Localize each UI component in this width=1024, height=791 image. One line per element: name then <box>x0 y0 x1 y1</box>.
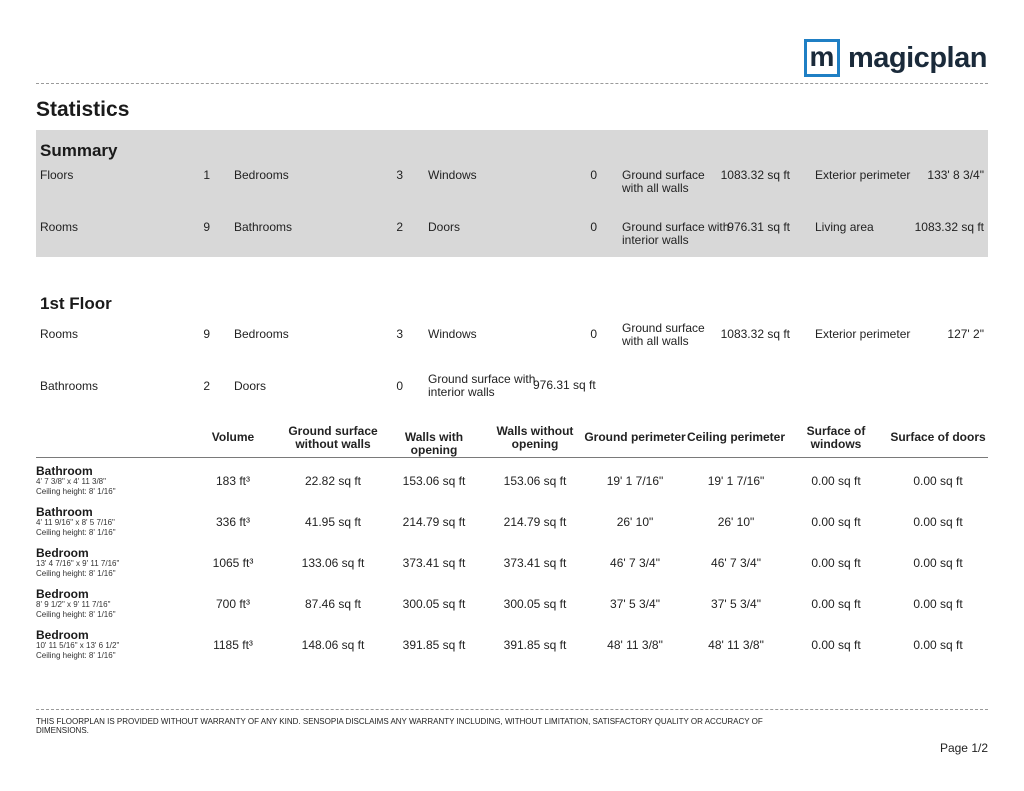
table-cell: 41.95 sq ft <box>304 515 362 529</box>
summary-label: Ground surface with interior walls <box>622 220 730 247</box>
column-header: Ceiling perimeter <box>686 430 786 444</box>
room-name: Bedroom <box>36 587 89 601</box>
room-ceiling-height: Ceiling height: 8' 1/16" <box>36 569 116 578</box>
table-cell: 0.00 sq ft <box>913 638 963 652</box>
table-cell: 214.79 sq ft <box>402 515 466 529</box>
table-cell: 0.00 sq ft <box>913 556 963 570</box>
page-number: Page 1/2 <box>939 741 988 755</box>
logo-icon: m <box>804 39 840 77</box>
floor-label: Windows <box>428 327 477 341</box>
table-cell: 0.00 sq ft <box>811 556 861 570</box>
floor-label: Rooms <box>40 327 79 341</box>
table-cell: 0.00 sq ft <box>913 597 963 611</box>
table-cell: 19' 1 7/16" <box>606 474 664 488</box>
table-cell: 46' 7 3/4" <box>711 556 761 570</box>
floor-title: 1st Floor <box>40 294 112 313</box>
column-header: Walls with opening <box>404 430 464 457</box>
room-ceiling-height: Ceiling height: 8' 1/16" <box>36 651 116 660</box>
page-title: Statistics <box>36 98 130 121</box>
summary-value: 1083.32 sq ft <box>914 220 984 234</box>
column-header: Surface of doors <box>890 430 986 444</box>
summary-label: Windows <box>428 168 477 182</box>
room-dimensions: 8' 9 1/2" x 9' 11 7/16" <box>36 600 111 609</box>
summary-panel <box>36 130 988 257</box>
room-name: Bedroom <box>36 628 89 642</box>
disclaimer-text: THIS FLOORPLAN IS PROVIDED WITHOUT WARRANTY OF ANY KIND. SENSOPIA DISCLAIMS ANY WARRANTY INCLUDING, WITHOUT LIMITATION, SATISFACTORY QUALITY OR ACCURACY OF DIMENSIONS. <box>36 717 763 735</box>
floor-value: 9 <box>203 327 210 341</box>
table-cell: 87.46 sq ft <box>304 597 362 611</box>
table-cell: 391.85 sq ft <box>402 638 466 652</box>
table-cell: 19' 1 7/16" <box>707 474 765 488</box>
summary-value: 0 <box>590 168 597 182</box>
table-cell: 148.06 sq ft <box>301 638 365 652</box>
brand-logo <box>804 38 987 78</box>
table-cell: 0.00 sq ft <box>811 515 861 529</box>
summary-label: Bedrooms <box>234 168 289 182</box>
floor-value: 2 <box>203 379 210 393</box>
summary-label: Exterior perimeter <box>815 168 911 182</box>
room-name: Bathroom <box>36 505 93 519</box>
summary-label: Bathrooms <box>234 220 293 234</box>
room-dimensions: 4' 7 3/8" x 4' 11 3/8" <box>36 477 106 486</box>
table-cell: 0.00 sq ft <box>811 597 861 611</box>
floor-value: 0 <box>590 327 597 341</box>
summary-title: Summary <box>40 141 118 160</box>
table-cell: 46' 7 3/4" <box>610 556 660 570</box>
table-cell: 373.41 sq ft <box>503 556 567 570</box>
floor-value: 127' 2" <box>947 327 984 341</box>
floor-label: Doors <box>234 379 267 393</box>
table-cell: 214.79 sq ft <box>503 515 567 529</box>
summary-label: Floors <box>40 168 74 182</box>
summary-value: 133' 8 3/4" <box>927 168 984 182</box>
table-cell: 300.05 sq ft <box>503 597 567 611</box>
table-cell: 26' 10" <box>616 515 654 529</box>
summary-value: 9 <box>203 220 210 234</box>
floor-label: Ground surface with interior walls <box>428 372 536 399</box>
floor-label: Bedrooms <box>234 327 289 341</box>
floor-label: Exterior perimeter <box>815 327 911 341</box>
floor-value: 0 <box>396 379 403 393</box>
column-header: Surface of windows <box>806 424 866 451</box>
column-header: Ground surface without walls <box>288 424 378 451</box>
column-header: Volume <box>211 430 255 444</box>
table-header-rule <box>36 457 988 458</box>
table-cell: 37' 5 3/4" <box>711 597 761 611</box>
floor-label: Bathrooms <box>40 379 99 393</box>
table-cell: 153.06 sq ft <box>402 474 466 488</box>
table-cell: 336 ft³ <box>215 515 251 529</box>
table-cell: 48' 11 3/8" <box>708 638 764 652</box>
table-cell: 0.00 sq ft <box>913 474 963 488</box>
summary-label: Ground surface with all walls <box>622 168 705 195</box>
floor-value: 3 <box>396 327 403 341</box>
table-cell: 22.82 sq ft <box>304 474 362 488</box>
header-divider <box>36 83 988 84</box>
summary-value: 2 <box>396 220 403 234</box>
room-dimensions: 13' 4 7/16" x 9' 11 7/16" <box>36 559 120 568</box>
room-ceiling-height: Ceiling height: 8' 1/16" <box>36 487 116 496</box>
summary-value: 0 <box>590 220 597 234</box>
table-cell: 0.00 sq ft <box>811 474 861 488</box>
table-cell: 48' 11 3/8" <box>607 638 663 652</box>
summary-value: 3 <box>396 168 403 182</box>
table-cell: 1065 ft³ <box>212 556 254 570</box>
table-cell: 183 ft³ <box>215 474 251 488</box>
floor-value: 976.31 sq ft <box>533 378 596 392</box>
summary-value: 1 <box>203 168 210 182</box>
room-dimensions: 10' 11 5/16" x 13' 6 1/2" <box>36 641 120 650</box>
table-cell: 26' 10" <box>717 515 755 529</box>
table-cell: 1185 ft³ <box>213 638 253 652</box>
footer-divider <box>36 709 988 710</box>
room-name: Bathroom <box>36 464 93 478</box>
summary-label: Rooms <box>40 220 79 234</box>
floor-value: 1083.32 sq ft <box>720 327 790 341</box>
summary-label: Doors <box>428 220 461 234</box>
table-cell: 133.06 sq ft <box>301 556 365 570</box>
summary-value: 976.31 sq ft <box>727 220 790 234</box>
summary-label: Living area <box>815 220 874 234</box>
room-ceiling-height: Ceiling height: 8' 1/16" <box>36 610 116 619</box>
table-cell: 0.00 sq ft <box>913 515 963 529</box>
table-cell: 700 ft³ <box>215 597 251 611</box>
column-header: Walls without opening <box>496 424 574 451</box>
logo-wordmark: magicplan <box>848 41 987 74</box>
column-header: Ground perimeter <box>584 430 686 444</box>
table-cell: 373.41 sq ft <box>402 556 466 570</box>
room-name: Bedroom <box>36 546 89 560</box>
table-cell: 391.85 sq ft <box>503 638 567 652</box>
floor-label: Ground surface with all walls <box>622 321 705 348</box>
table-cell: 0.00 sq ft <box>811 638 861 652</box>
summary-value: 1083.32 sq ft <box>720 168 790 182</box>
room-dimensions: 4' 11 9/16" x 8' 5 7/16" <box>36 518 115 527</box>
table-cell: 300.05 sq ft <box>402 597 466 611</box>
room-ceiling-height: Ceiling height: 8' 1/16" <box>36 528 116 537</box>
table-cell: 37' 5 3/4" <box>610 597 660 611</box>
table-cell: 153.06 sq ft <box>503 474 567 488</box>
